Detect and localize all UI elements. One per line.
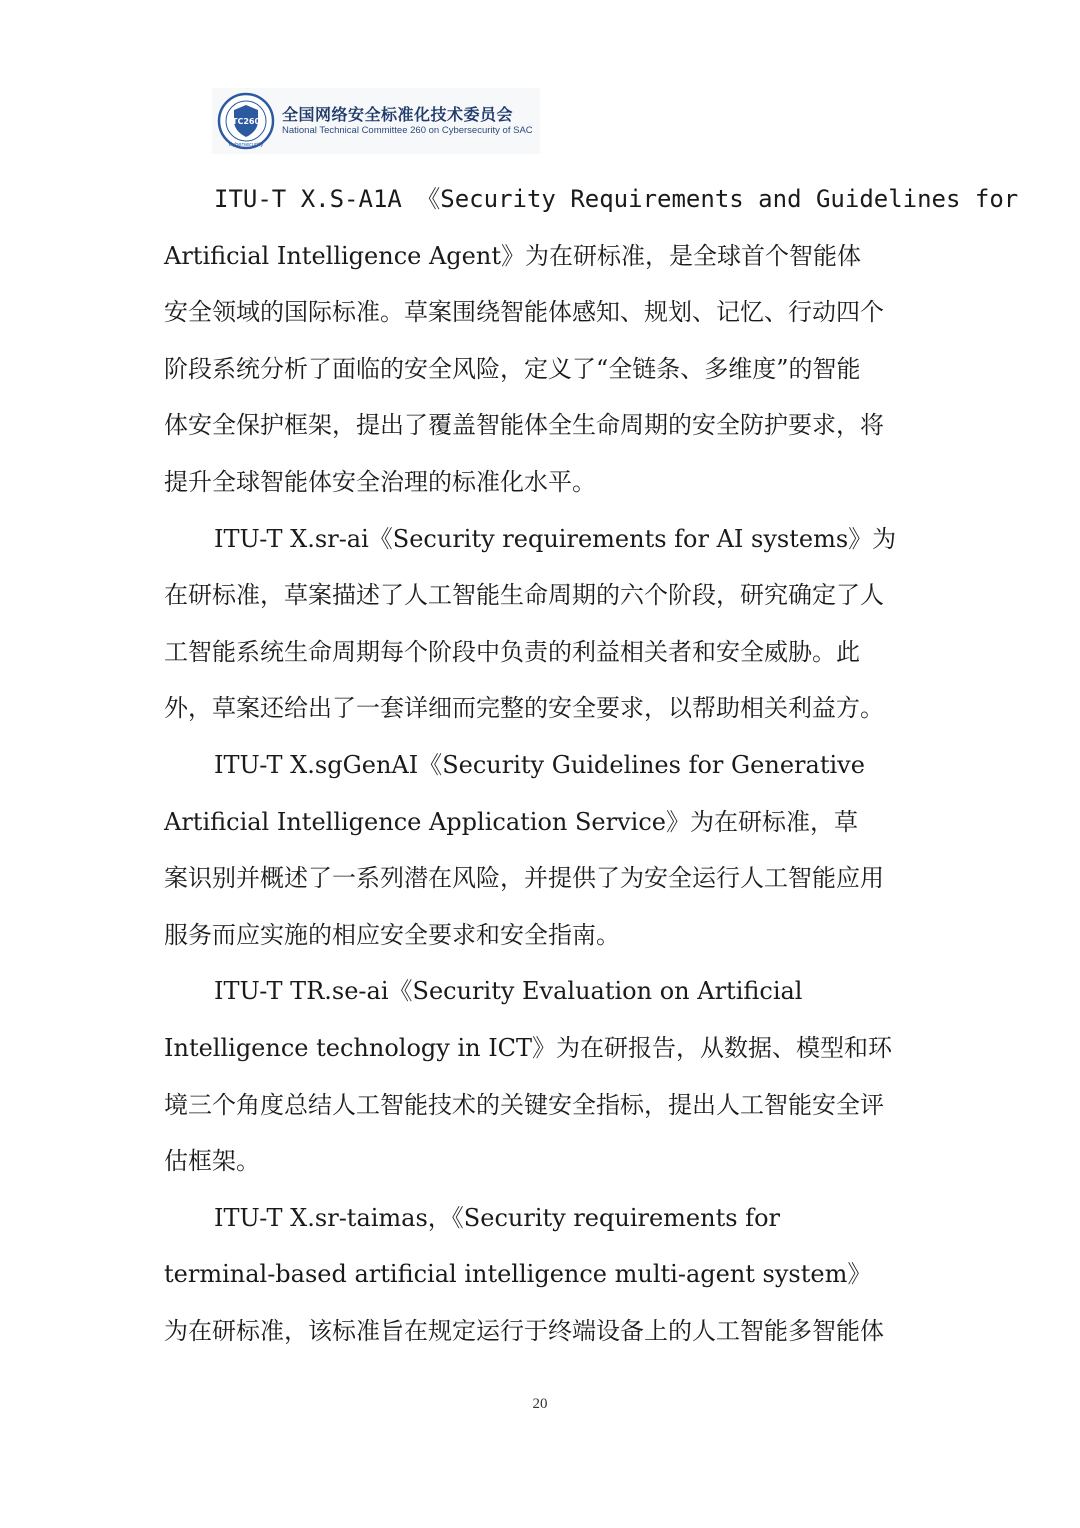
page-number: 20 bbox=[532, 1396, 548, 1412]
paragraph-line: 在研标准，草案描述了人工智能生命周期的六个阶段，研究确定了人 bbox=[164, 581, 884, 610]
paragraph-line: 案识别并概述了一系列潜在风险，并提供了为安全运行人工智能应用 bbox=[164, 864, 884, 893]
paragraph-line: Artificial Intelligence Agent》为在研标准，是全球首个智能体 bbox=[164, 241, 861, 270]
paragraph-line: ITU-T X.S-A1A 《Security Requirements and Guidelines for bbox=[214, 185, 1019, 213]
org-name-en: National Technical Committee 260 on Cybersecurity of SAC bbox=[282, 125, 533, 136]
paragraph-line: 阶段系统分析了面临的安全风险，定义了“全链条、多维度”的智能 bbox=[164, 354, 861, 383]
paragraph-line: 提升全球智能体安全治理的标准化水平。 bbox=[164, 467, 596, 496]
paragraph-line: 安全领域的国际标准。草案围绕智能体感知、规划、记忆、行动四个 bbox=[164, 298, 884, 327]
paragraph-line: terminal-based artificial intelligence multi-agent system》 bbox=[164, 1260, 872, 1289]
paragraph-line: 工智能系统生命周期每个阶段中负责的利益相关者和安全威胁。此 bbox=[164, 637, 860, 666]
paragraph-line: Intelligence technology in ICT》为在研报告，从数据、模型和环 bbox=[164, 1033, 893, 1062]
paragraph-line: ITU-T TR.se-ai《Security Evaluation on Artificial bbox=[214, 977, 803, 1006]
paragraph-line: 为在研标准，该标准旨在规定运行于终端设备上的人工智能多智能体 bbox=[164, 1316, 884, 1345]
paragraph-line: ITU-T X.sr-ai《Security requirements for AI systems》为 bbox=[214, 524, 897, 553]
tc260-seal-icon bbox=[216, 91, 276, 151]
org-name-cn: 全国网络安全标准化技术委员会 bbox=[282, 105, 514, 124]
svg-text:TC260: TC260 bbox=[231, 117, 261, 126]
paragraph-line: 估框架。 bbox=[164, 1147, 260, 1176]
paragraph-line: 体安全保护框架，提出了覆盖智能体全生命周期的安全防护要求，将 bbox=[164, 411, 884, 440]
paragraph-line: Artificial Intelligence Application Service》为在研标准，草 bbox=[164, 807, 858, 836]
paragraph-line: 境三个角度总结人工智能技术的关键安全指标，提出人工智能安全评 bbox=[164, 1090, 884, 1119]
paragraph-line: 外，草案还给出了一套详细而完整的安全要求，以帮助相关利益方。 bbox=[164, 694, 884, 723]
header-logo bbox=[212, 88, 540, 154]
paragraph-line: 服务而应实施的相应安全要求和安全指南。 bbox=[164, 920, 620, 949]
svg-text:Cybersecurity: Cybersecurity bbox=[228, 142, 264, 148]
document-body bbox=[164, 171, 1019, 1359]
paragraph-line: ITU-T X.sr-taimas，《Security requirements for bbox=[214, 1203, 780, 1232]
org-text bbox=[282, 105, 533, 137]
paragraph-line: ITU-T X.sgGenAI《Security Guidelines for Generative bbox=[214, 750, 865, 779]
